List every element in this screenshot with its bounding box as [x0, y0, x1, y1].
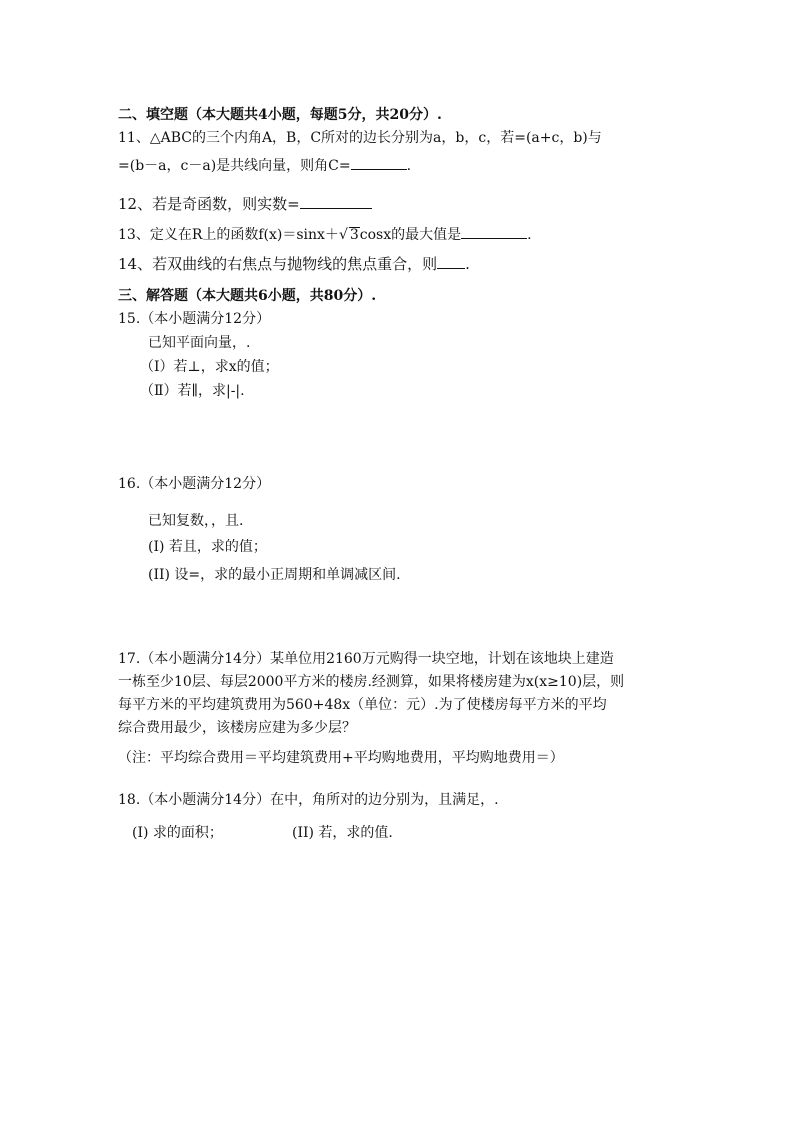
question-15-part-1: （Ⅰ）若⊥，求x的值； [140, 359, 279, 375]
question-15-title: 15.（本小题满分12分） [118, 311, 271, 327]
question-11-end: . [406, 158, 412, 174]
question-14-text: 14、若双曲线的右焦点与抛物线的焦点重合，则 [118, 255, 438, 273]
question-17-line-4: 综合费用最少，该楼房应建为多少层？ [118, 720, 356, 736]
question-12 [118, 195, 372, 213]
section-3-heading: 三、解答题（本大题共6小题，共80分）. [118, 288, 377, 304]
question-13 [118, 226, 532, 244]
question-16-line-1: 已知复数，，且. [148, 513, 244, 529]
question-14-answer-blank [437, 256, 465, 269]
question-17-line-3: 每平方米的平均建筑费用为560+48x（单位：元）.为了使楼房每平方米的平均 [118, 697, 607, 713]
question-17-line-2: 一栋至少10层、每层2000平方米的楼房.经测算，如果将楼房建为x(x≥10)层，则 [118, 674, 625, 690]
question-12-answer-blank [300, 196, 372, 209]
question-11-answer-blank [351, 157, 407, 170]
question-18-part-1: (I) 求的面积； [132, 825, 223, 841]
question-15-part-2: （Ⅱ）若∥，求|-|. [140, 383, 245, 399]
question-17-note: （注：平均综合费用＝平均建筑费用+平均购地费用，平均购地费用＝） [118, 750, 564, 766]
question-14 [118, 255, 470, 273]
sqrt-symbol: √ [338, 227, 348, 243]
sqrt-radicand: 3 [349, 227, 359, 243]
question-15-line-1: 已知平面向量，. [148, 335, 251, 351]
question-13-answer-blank [461, 226, 527, 239]
question-11-text: =(b－a，c－a)是共线向量，则角C= [118, 158, 351, 174]
question-17-line-1: 17.（本小题满分14分）某单位用2160万元购得一块空地，计划在该地块上建造 [118, 651, 614, 667]
question-18-line-1: 18.（本小题满分14分）在中，角所对的边分别为，且满足，. [118, 792, 499, 808]
question-13-end: . [527, 227, 532, 243]
question-11-line-2 [118, 157, 411, 175]
question-16-part-1: (I) 若且，求的值； [148, 539, 267, 555]
section-2-heading: 二、填空题（本大题共4小题，每题5分，共20分）. [118, 107, 442, 123]
question-14-end: . [465, 255, 470, 273]
question-11-line-1: 11、△ABC的三个内角A，B，C所对的边长分别为a，b，c，若=(a+c，b)与 [118, 130, 602, 146]
question-12-text: 12、若是奇函数，则实数= [118, 195, 300, 213]
question-16-part-2: (II) 设=，求的最小正周期和单调减区间. [148, 567, 401, 583]
question-13-text-after: cosx的最大值是 [359, 227, 462, 243]
question-18-part-2: (II) 若，求的值. [292, 825, 393, 841]
question-16-title: 16.（本小题满分12分） [118, 476, 271, 492]
question-13-text-before: 13、定义在R上的函数f(x)＝sinx＋ [118, 227, 339, 243]
